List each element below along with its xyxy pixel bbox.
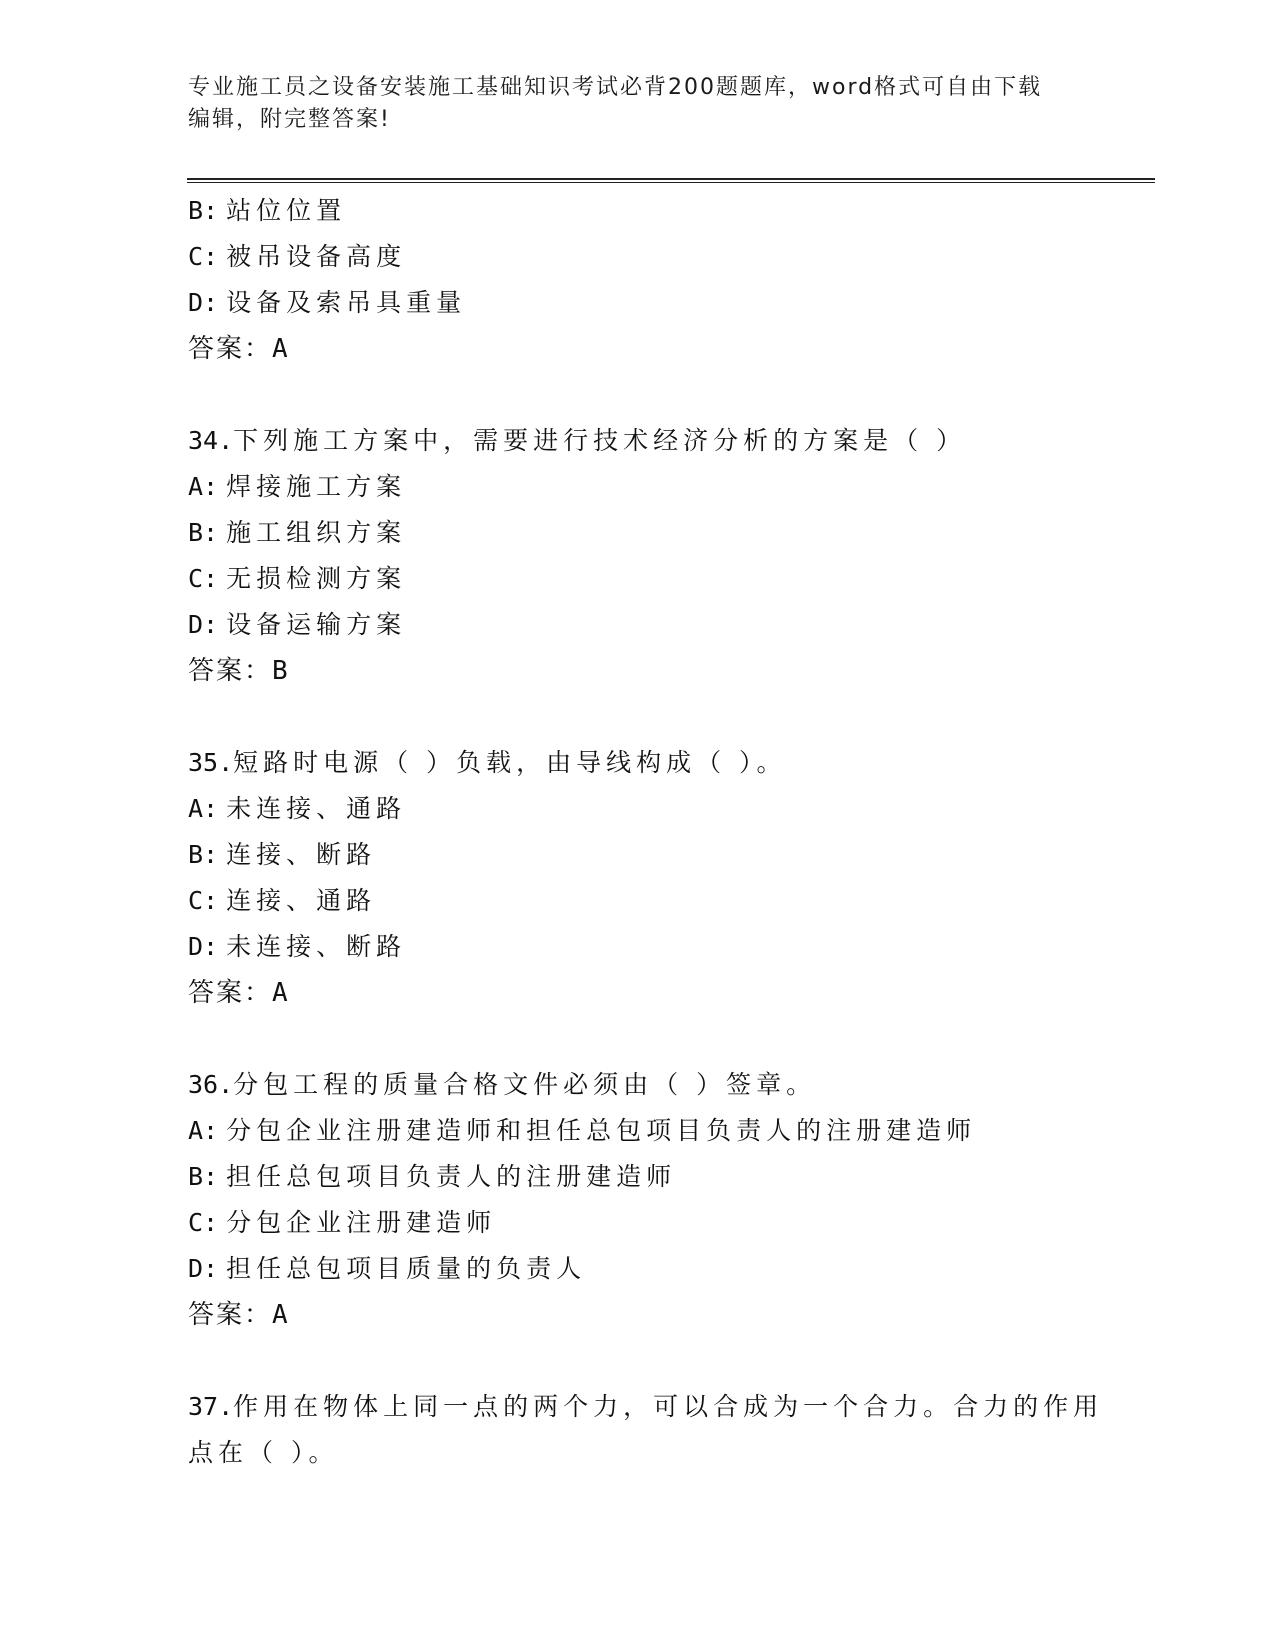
answer-value: B	[272, 656, 288, 686]
option-label: D:	[188, 610, 219, 639]
option-text: 未连接、断路	[226, 932, 407, 961]
question-text: 下列施工方案中，需要进行技术经济分析的方案是（ ）	[233, 426, 967, 455]
option-b	[188, 188, 1138, 234]
option-text: 设备运输方案	[226, 610, 407, 639]
option-text: 未连接、通路	[226, 794, 407, 823]
question-text-line-1: 作用在物体上同一点的两个力，可以合成为一个合力。合力的作用	[233, 1392, 1104, 1421]
option-c	[188, 234, 1138, 280]
option-a	[188, 786, 1138, 832]
option-text: 分包企业注册建造师和担任总包项目负责人的注册建造师	[226, 1116, 977, 1145]
option-label: B:	[188, 196, 219, 225]
answer-label: 答案：	[188, 656, 273, 686]
question-number: 34.	[188, 426, 234, 455]
answer-line	[188, 648, 1138, 694]
option-b	[188, 510, 1138, 556]
answer-value: A	[272, 978, 288, 1008]
option-label: A:	[188, 1116, 219, 1145]
option-text: 连接、断路	[226, 840, 377, 869]
option-b	[188, 832, 1138, 878]
option-c	[188, 1200, 1138, 1246]
option-text: 无损检测方案	[226, 564, 407, 593]
option-d	[188, 602, 1138, 648]
option-d	[188, 280, 1138, 326]
option-text: 连接、通路	[226, 886, 377, 915]
option-label: A:	[188, 472, 219, 501]
option-d	[188, 1246, 1138, 1292]
option-c	[188, 878, 1138, 924]
option-label: C:	[188, 564, 219, 593]
option-text: 焊接施工方案	[226, 472, 407, 501]
question-number: 35.	[188, 748, 234, 777]
question-text: 分包工程的质量合格文件必须由（ ）签章。	[233, 1070, 817, 1099]
option-text: 分包企业注册建造师	[226, 1208, 497, 1237]
question-number: 36.	[188, 1070, 234, 1099]
option-label: C:	[188, 1208, 219, 1237]
option-c	[188, 556, 1138, 602]
option-text: 被吊设备高度	[226, 242, 407, 271]
option-text: 担任总包项目负责人的注册建造师	[226, 1162, 677, 1191]
document-header	[188, 72, 1088, 136]
option-b	[188, 1154, 1138, 1200]
answer-value: A	[272, 1300, 288, 1330]
option-label: C:	[188, 886, 219, 915]
option-label: B:	[188, 1162, 219, 1191]
option-d	[188, 924, 1138, 970]
option-text: 站位位置	[226, 196, 347, 225]
answer-label: 答案：	[188, 978, 273, 1008]
question-37-continuation	[188, 1430, 1138, 1476]
question-text: 短路时电源（ ）负载，由导线构成（ ）。	[233, 748, 787, 777]
option-label: C:	[188, 242, 219, 271]
question-content	[188, 188, 1138, 1476]
spacer	[188, 1338, 1138, 1384]
option-label: A:	[188, 794, 219, 823]
spacer	[188, 694, 1138, 740]
question-35	[188, 740, 1138, 786]
option-text: 设备及索吊具重量	[226, 288, 467, 317]
question-37	[188, 1384, 1138, 1430]
option-a	[188, 464, 1138, 510]
question-36	[188, 1062, 1138, 1108]
option-label: D:	[188, 1254, 219, 1283]
option-text: 施工组织方案	[226, 518, 407, 547]
answer-value: A	[272, 334, 288, 364]
option-a	[188, 1108, 1138, 1154]
option-label: B:	[188, 840, 219, 869]
spacer	[188, 372, 1138, 418]
answer-line	[188, 1292, 1138, 1338]
option-label: D:	[188, 932, 219, 961]
answer-label: 答案：	[188, 334, 273, 364]
spacer	[188, 1016, 1138, 1062]
question-text-line-2: 点在（ ）。	[188, 1438, 339, 1467]
header-line-2: 编辑，附完整答案!	[188, 107, 391, 132]
question-number: 37.	[188, 1392, 234, 1421]
option-text: 担任总包项目质量的负责人	[226, 1254, 587, 1283]
question-34	[188, 418, 1138, 464]
header-line-1: 专业施工员之设备安装施工基础知识考试必背200题题库，word格式可自由下载	[188, 75, 1043, 100]
header-divider	[187, 178, 1155, 183]
option-label: B:	[188, 518, 219, 547]
option-label: D:	[188, 288, 219, 317]
answer-label: 答案：	[188, 1300, 273, 1330]
answer-line	[188, 970, 1138, 1016]
answer-line	[188, 326, 1138, 372]
